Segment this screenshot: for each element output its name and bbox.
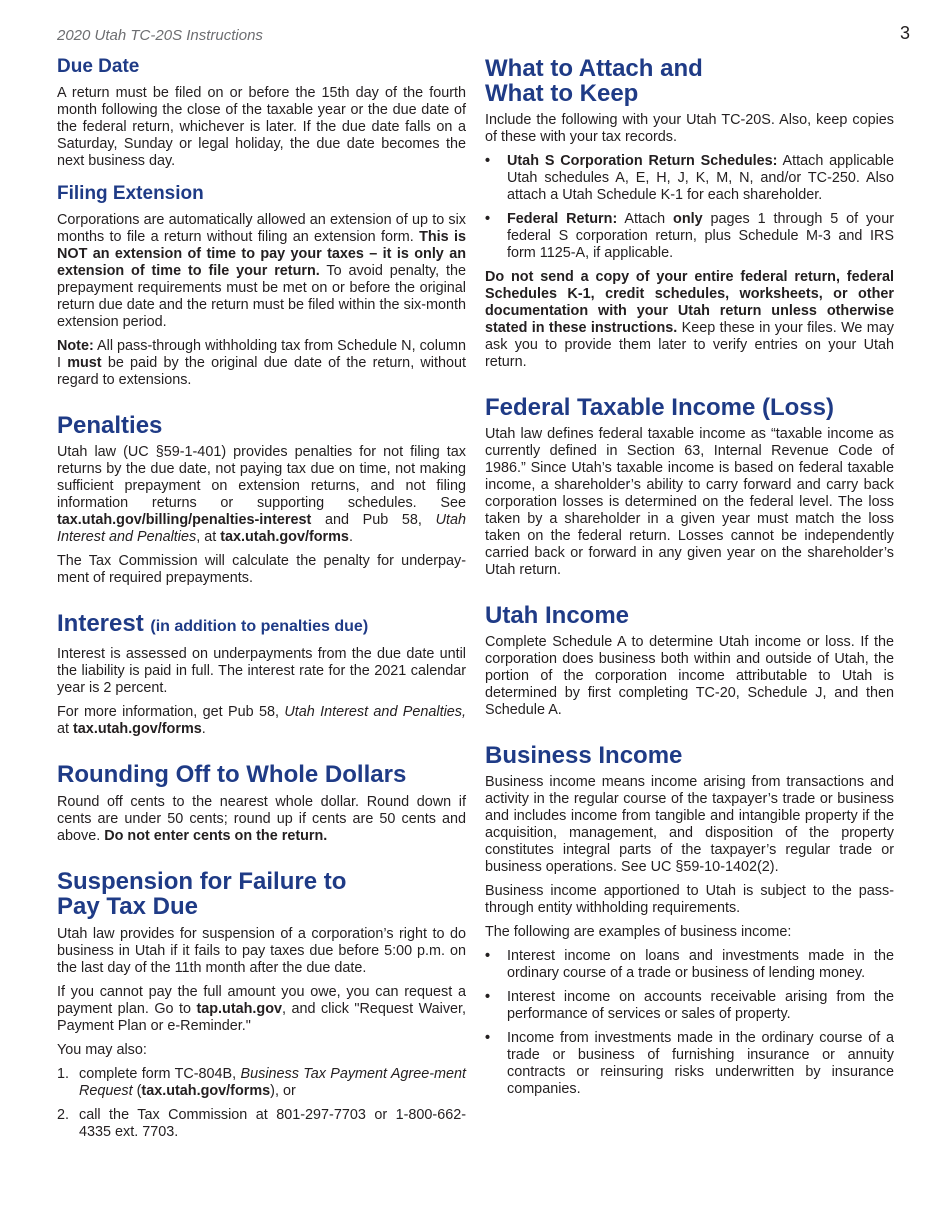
left-column xyxy=(57,52,466,1141)
heading-suspension: Suspension for Failure to Pay Tax Due xyxy=(57,868,347,920)
business-income-apportioned: Business income apportioned to Utah is subject to the pass-through entity withholding requirements. xyxy=(485,883,894,916)
penalties-interest-link[interactable]: tax.utah.gov/billing/penalties-interest xyxy=(57,512,312,528)
attach-list xyxy=(485,153,894,262)
section-utah-income xyxy=(485,603,894,719)
tap-utah-link[interactable]: tap.utah.gov xyxy=(196,1001,283,1017)
due-date-paragraph: A return must be filed on or before the 15th day of the fourth month following the close of the taxable year or the due date of the federal return, whichever is later. If the due date falls on a Saturday, Sunday or legal holiday, the due date becomes the next business day. xyxy=(57,85,466,169)
business-income-examples-intro: The following are examples of business income: xyxy=(485,924,792,940)
note-label: Note: xyxy=(57,338,94,354)
list-item: • Interest income on loans and investments made in the ordinary course of a trade or business of lending money. xyxy=(485,948,894,982)
filing-extension-paragraph: Corporations are automatically allowed an extension of up to six months to file a return without filing an extension form. This is NOT an extension of time to pay your taxes – it is only an extension of time to file your return. To avoid penalty, the prepayment requirements must be met on or before the original return due date and the return must be filed within the six-month extension period. xyxy=(57,212,467,330)
interest-forms-link[interactable]: tax.utah.gov/forms xyxy=(73,721,202,737)
heading-due-date: Due Date xyxy=(57,56,140,77)
section-federal-taxable-income xyxy=(485,395,894,579)
extension-warning: This is NOT an extension of time to pay your taxes – it is only an extension of time to file your return. xyxy=(57,229,467,279)
heading-penalties: Penalties xyxy=(57,412,163,439)
section-interest xyxy=(57,611,466,738)
payment-plan-paragraph: If you cannot pay the full amount you owe, you can request a payment plan. Go to tap.utah.gov, and click "Request Waiver, Payment Plan or e-Reminder." xyxy=(57,984,467,1034)
heading-business-income: Business Income xyxy=(485,742,683,769)
list-item: • Interest income on accounts receivable arising from the performance of services or sales of property. xyxy=(485,989,894,1023)
heading-interest: Interest (in addition to penalties due) xyxy=(57,610,369,637)
attach-warning: Do not send a copy of your entire federal return, federal Schedules K-1, credit schedules, worksheets, or other documentation with your Utah return unless otherwise stated in these instructions. Keep these in your files. We may ask you to provide them later to verify entries on your Utah return. xyxy=(485,269,894,370)
heading-what-to-attach: What to Attach and What to Keep xyxy=(485,55,703,107)
rounding-paragraph: Round off cents to the nearest whole dollar. Round down if cents are under 50 cents; round up if cents are 50 cents and above. Do not enter cents on the return. xyxy=(57,794,466,844)
interest-more-info: For more information, get Pub 58, Utah Interest and Penalties, at tax.utah.gov/forms. xyxy=(57,704,466,737)
list-item: • Income from investments made in the ordinary course of a trade or business of furnishing insurance or annuity contracts or reinsuring risks underwritten by insurance companies. xyxy=(485,1030,894,1098)
right-column xyxy=(485,52,894,1098)
section-due-date xyxy=(57,56,466,170)
section-filing-extension xyxy=(57,183,466,389)
heading-federal-taxable-income: Federal Taxable Income (Loss) xyxy=(485,394,834,421)
section-what-to-attach xyxy=(485,56,894,371)
heading-rounding: Rounding Off to Whole Dollars xyxy=(57,761,407,788)
business-income-examples xyxy=(485,948,894,1098)
utah-income-paragraph: Complete Schedule A to determine Utah income or loss. If the corporation does business both within and outside of Utah, the portion of the corporation income attributable to Utah is determined by first completing TC-20, Schedule J, and then Schedule A. xyxy=(485,634,894,718)
running-head: 2020 Utah TC-20S Instructions xyxy=(57,27,263,44)
page-number: 3 xyxy=(899,23,910,43)
list-item: • Federal Return: Attach only pages 1 through 5 of your federal S corporation return, plus Schedule M-3 and IRS form 1125-A, if applicable. xyxy=(485,211,894,262)
suspension-paragraph: Utah law provides for suspension of a corporation’s right to do business in Utah if it fails to pay taxes due before 5:00 p.m. on the last day of the 11th month after the due date. xyxy=(57,926,466,976)
list-item: 2. call the Tax Commission at 801-297-7703 or 1-800-662-4335 ext. 7703. xyxy=(57,1107,466,1140)
you-may-also: You may also: xyxy=(57,1042,147,1058)
penalties-calc-paragraph: The Tax Commission will calculate the penalty for underpay-ment of required prepayments. xyxy=(57,553,466,586)
list-item: • Utah S Corporation Return Schedules: Attach applicable Utah schedules A, E, H, J, K, M, N, and/or TC-250. Also attach a Utah Schedule K-1 for each shareholder. xyxy=(485,153,894,204)
payment-options-list xyxy=(57,1066,466,1141)
tc804b-forms-link[interactable]: tax.utah.gov/forms xyxy=(141,1083,271,1099)
heading-filing-extension: Filing Extension xyxy=(57,183,204,204)
filing-extension-note: Note: All pass-through withholding tax from Schedule N, column I must be paid by the original due date of the return, without regard to extensions. xyxy=(57,338,466,388)
section-rounding xyxy=(57,762,466,845)
list-item: 1. complete form TC-804B, Business Tax Payment Agree-ment Request (tax.utah.gov/forms), or xyxy=(57,1066,467,1099)
fti-paragraph: Utah law defines federal taxable income as “taxable income as currently defined in Section 63, Internal Revenue Code of 1986.” Since Utah’s taxable income is based on federal taxable income, a shareholder’s ability to carry forward and carry back corporation losses is determined on the federal level. The loss taken by a shareholder in a given year must match the loss taken on the federal return. Losses cannot be independently carried back or forward in any given year on the shareholder’s Utah return. xyxy=(485,426,894,578)
heading-utah-income: Utah Income xyxy=(485,602,630,629)
attach-intro: Include the following with your Utah TC-20S. Also, keep copies of these with your tax records. xyxy=(485,112,894,145)
interest-paragraph: Interest is assessed on underpayments from the due date until the liability is paid in full. The interest rate for the 2021 calendar year is 2 percent. xyxy=(57,646,466,696)
section-suspension xyxy=(57,869,466,1141)
section-business-income xyxy=(485,743,894,1098)
section-penalties xyxy=(57,413,466,587)
business-income-paragraph: Business income means income arising from transactions and activity in the regular course of the taxpayer’s trade or business and includes income from tangible and intangible property if the acquisition, management, and disposition of the property constitutes integral parts of the taxpayer’s regular trade or business operations. See UC §59-10-1402(2). xyxy=(485,774,894,875)
interest-subheading: (in addition to penalties due) xyxy=(150,618,369,635)
forms-link[interactable]: tax.utah.gov/forms xyxy=(220,529,349,545)
penalties-paragraph: Utah law (UC §59-1-401) provides penalties for not filing tax returns by the due date, not paying tax due on time, not making sufficient prepayment on extension returns, and not filing information returns or supporting schedules. See tax.utah.gov/billing/penalties-interest and Pub 58, Utah Interest and Penalties, at tax.utah.gov/forms. xyxy=(57,444,466,545)
